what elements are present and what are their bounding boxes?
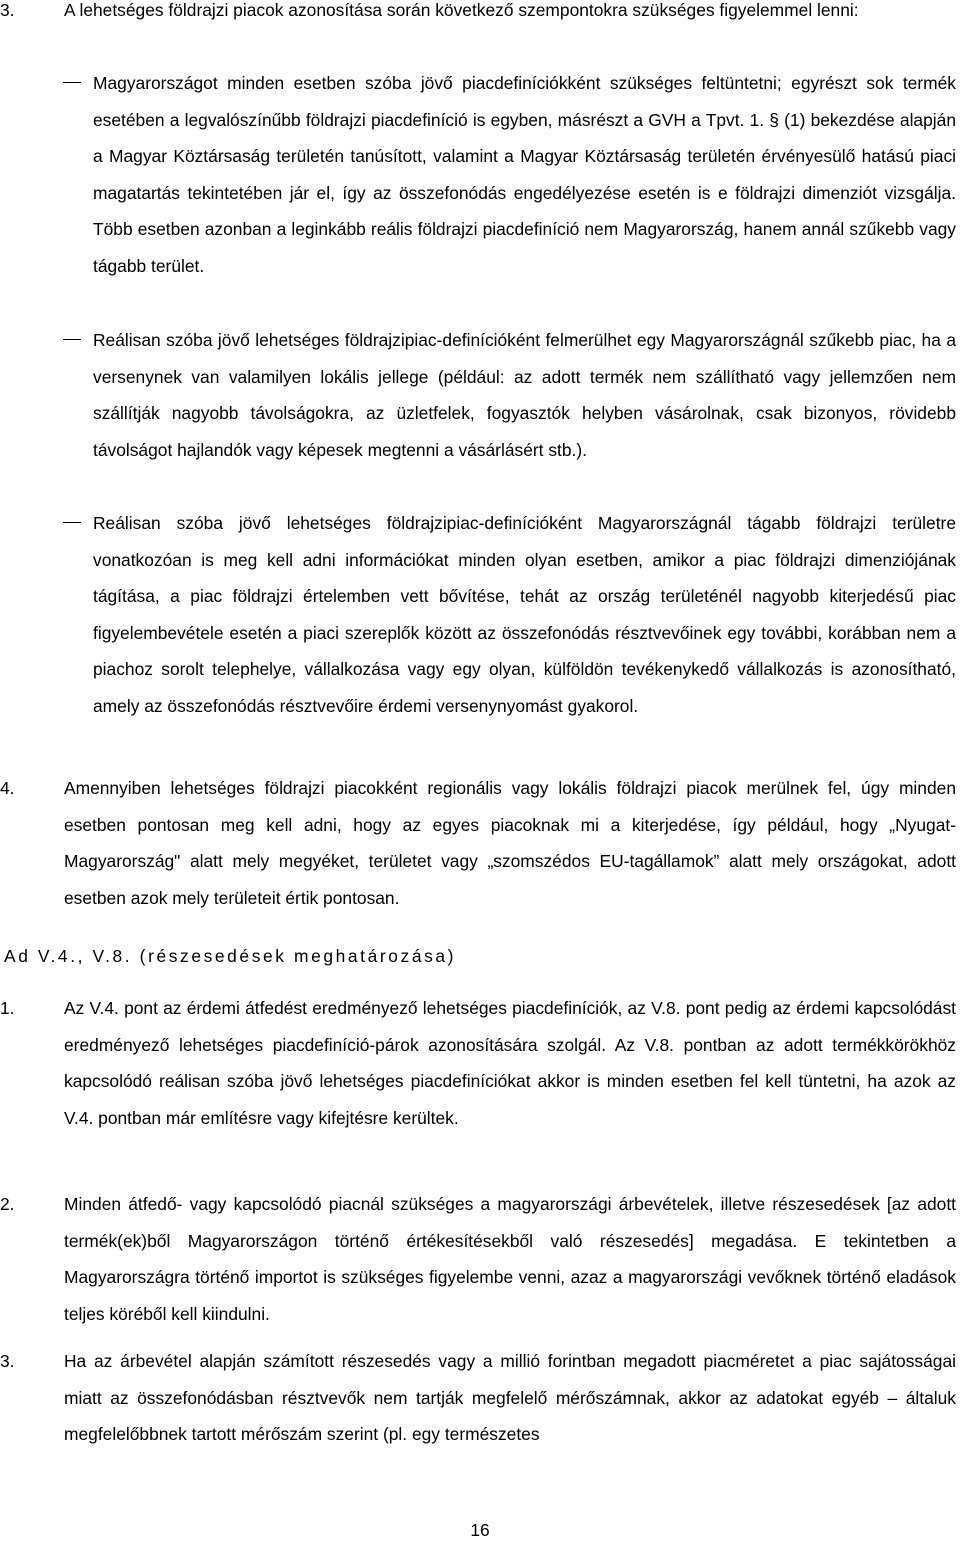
section-heading: Ad V.4., V.8. (részesedések meghatározása) bbox=[4, 946, 457, 966]
section-item-2 bbox=[0, 1186, 960, 1332]
item-text: Ha az árbevétel alapján számított részesedés vagy a millió forintban megadott piacméretet a piac sajátosságai miatt az összefonódásban résztvevők nem tartják megfelelő mérőszámnak, akkor az adatokat egyéb – általuk megfelelőbbnek tartott mérőszám szerint (pl. egy természetes bbox=[64, 1351, 956, 1445]
bullet-text: Reálisan szóba jövő lehetséges földrajzipiac-definícióként Magyarországnál tágabb földrajzi területre vonatkozóan is meg kell adni információkat minden olyan esetben, amikor a piac földrajzi dimenziójának tágítása, a piac földrajzi értelemben vett bővítése, tehát az ország területénél nagyobb kiterjedésű piac figyelembevétele esetén a piaci szereplők között az összefonódás résztvevőinek egy további, korábban nem a piachoz sorolt telephelye, vállalkozása vagy egy olyan, külföldön tevékenykedő vállalkozás is azonosítható, amely az összefonódás résztvevőire érdemi versenynyomást gyakorol. bbox=[93, 513, 956, 716]
item-number: 3. bbox=[0, 0, 15, 20]
item-text: Minden átfedő- vagy kapcsolódó piacnál szükséges a magyarországi árbevételek, illetve részesedések [az adott termék(ek)ből Magyarországon történő értékesítésekből való részesedés] megadása. E tekintetben a Magyarországra történő importot is szükséges figyelembe venni, azaz a magyarországi vevőknek történő eladások teljes köréből kell kiindulni. bbox=[64, 1194, 956, 1324]
item-number: 2. bbox=[0, 1194, 15, 1214]
bullet-1 bbox=[0, 65, 960, 285]
item-text: Amennyiben lehetséges földrajzi piacokként regionális vagy lokális földrajzi piacok merülnek fel, úgy minden esetben pontosan meg kell adni, hogy az egyes piacoknak mi a kiterjedése, így például, hogy „Nyugat-Magyarország" alatt mely megyéket, területet vagy „szomszédos EU-tagállamok” alatt mely országokat, adott esetben azok mely területeit értik pontosan. bbox=[64, 778, 956, 908]
bullet-text: Reálisan szóba jövő lehetséges földrajzipiac-definícióként felmerülhet egy Magyarországnál szűkebb piac, ha a versenynek van valamilyen lokális jellege (például: az adott termék nem szállítható vagy jellemzően nem szállítják nagyobb távolságokra, az üzletfelek, fogyasztók helyben vásárolnak, csak bizonyos, rövidebb távolságot hajlandók vagy képesek megtenni a vásárlásért stb.). bbox=[93, 330, 956, 460]
item-text: Az V.4. pont az érdemi átfedést eredményező lehetséges piacdefiníciók, az V.8. pont pedig az érdemi kapcsolódást eredményező lehetséges piacdefiníció-párok azonosítására szolgál. Az V.8. pontban az adott termékkörökhöz kapcsolódó reálisan szóba jövő lehetséges piacdefiníciókat akkor is minden esetben fel kell tüntetni, ha azok az V.4. pontban már említésre vagy kifejtésre kerültek. bbox=[64, 998, 956, 1128]
item-number: 4. bbox=[0, 778, 15, 798]
bullet-2 bbox=[0, 322, 960, 468]
list-item-4 bbox=[0, 770, 960, 916]
item-number: 1. bbox=[0, 998, 15, 1018]
list-item-3 bbox=[0, 0, 960, 29]
item-text: A lehetséges földrajzi piacok azonosítása során következő szempontokra szükséges figyelemmel lenni: bbox=[64, 0, 859, 20]
dash-icon bbox=[63, 339, 81, 340]
dash-icon bbox=[63, 82, 81, 83]
dash-icon bbox=[63, 522, 81, 523]
page-number: 16 bbox=[470, 1520, 490, 1540]
item-number: 3. bbox=[0, 1351, 15, 1371]
section-item-1 bbox=[0, 990, 960, 1136]
bullet-text: Magyarországot minden esetben szóba jövő piacdefiníciókként szükséges feltüntetni; egyrészt sok termék esetében a legvalószínűbb földrajzi piacdefiníció is egyben, másrészt a GVH a Tpvt. 1. § (1) bekezdése alapján a Magyar Köztársaság területén tanúsított, valamint a Magyar Köztársaság területén érvényesülő hatású piaci magatartás tekintetében jár el, így az összefonódás engedélyezése esetén is e földrajzi dimenziót vizsgálja. Több esetben azonban a leginkább reális földrajzi piacdefiníció nem Magyarország, hanem annál szűkebb vagy tágabb terület. bbox=[93, 73, 956, 276]
bullet-3 bbox=[0, 505, 960, 725]
section-item-3 bbox=[0, 1343, 960, 1453]
